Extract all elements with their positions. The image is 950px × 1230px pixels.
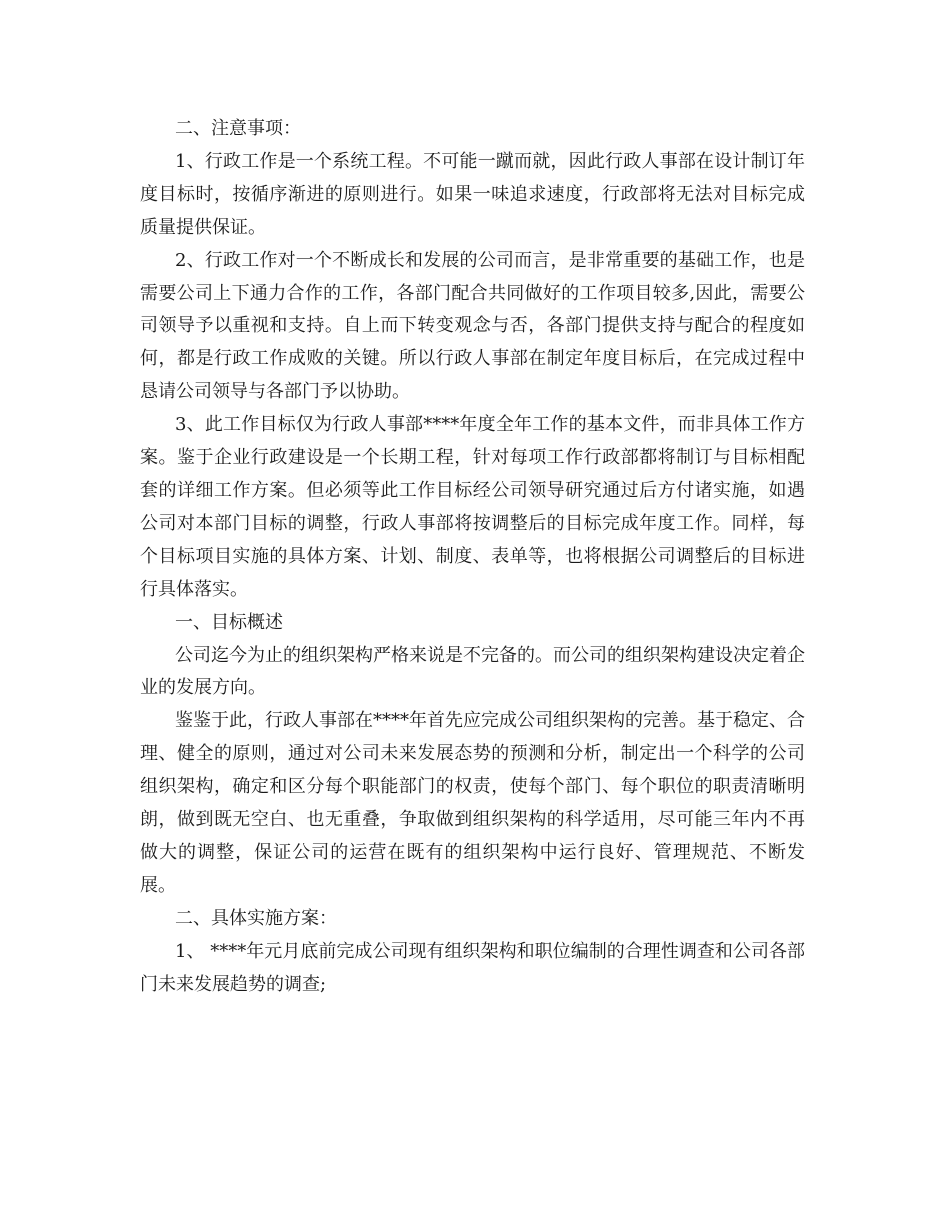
section-heading-goal-overview: 一、目标概述 [175, 611, 283, 633]
goal-overview-paragraph-1: 公司迄今为止的组织架构严格来说是不完备的。而公司的组织架构建设决定着企业的发展方向。 [140, 644, 805, 699]
implementation-item-1: 1、 ****年元月底前完成公司现有组织架构和职位编制的合理性调查和公司各部门未来发展趋势的调查; [140, 940, 805, 995]
note-paragraph-1: 1、行政工作是一个系统工程。不可能一蹴而就，因此行政人事部在设计制订年度目标时，按循序渐进的原则进行。如果一味追求速度，行政部将无法对目标完成质量提供保证。 [140, 150, 805, 238]
document-page [140, 113, 805, 1001]
note-paragraph-2: 2、行政工作对一个不断成长和发展的公司而言，是非常重要的基础工作，也是需要公司上下通力合作的工作，各部门配合共同做好的工作项目较多,因此，需要公司领导予以重视和支持。自上而下转变观念与否，各部门提供支持与配合的程度如何，都是行政工作成败的关键。所以行政人事部在制定年度目标后，在完成过程中恳请公司领导与各部门予以协助。 [140, 249, 805, 403]
section-heading-notes: 二、注意事项： [175, 118, 301, 139]
section-heading-implementation: 二、具体实施方案： [175, 907, 337, 929]
goal-overview-paragraph-2: 鉴鉴于此，行政人事部在****年首先应完成公司组织架构的完善。基于稳定、合理、健全的原则，通过对公司未来发展态势的预测和分析，制定出一个科学的公司组织架构，确定和区分每个职能部门的权责，使每个部门、每个职位的职责清晰明朗，做到既无空白、也无重叠，争取做到组织架构的科学适用，尽可能三年内不再做大的调整，保证公司的运营在既有的组织架构中运行良好、管理规范、不断发展。 [140, 710, 805, 896]
note-paragraph-3: 3、此工作目标仅为行政人事部****年度全年工作的基本文件，而非具体工作方案。鉴于企业行政建设是一个长期工程，针对每项工作行政部都将制订与目标相配套的详细工作方案。但必须等此工作目标经公司领导研究通过后方付诸实施，如遇公司对本部门目标的调整，行政人事部将按调整后的目标完成年度工作。同样，每个目标项目实施的具体方案、计划、制度、表单等，也将根据公司调整后的目标进行具体落实。 [140, 414, 805, 600]
